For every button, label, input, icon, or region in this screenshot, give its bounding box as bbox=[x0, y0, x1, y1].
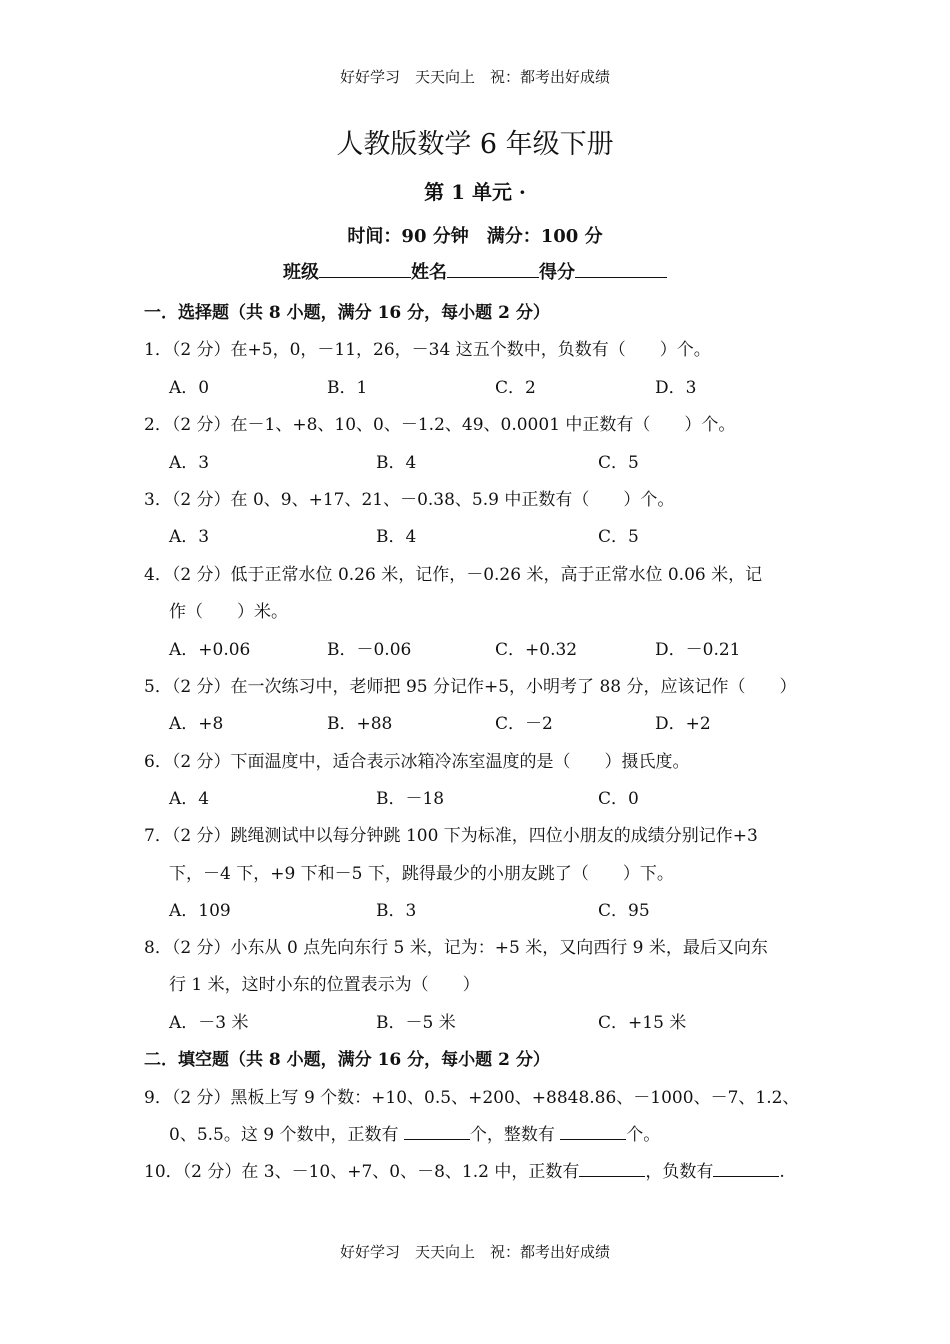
question-9: 9．（2 分）黑板上写 9 个数：+10、0.5、+200、+8848.86、－1000、－7、1.2、 bbox=[144, 1088, 800, 1108]
question-5: 5．（2 分）在一次练习中，老师把 95 分记作+5，小明考了 88 分，应该记作（ ） bbox=[144, 677, 797, 697]
time-score-line: 时间：90 分钟 满分：100 分 bbox=[347, 226, 603, 247]
q4-option-b: B．－0.06 bbox=[327, 640, 412, 660]
page-header: 好好学习 天天向上 祝：都考出好成绩 bbox=[339, 68, 610, 86]
question-10: 10．（2 分）在 3、－10、+7、0、－8、1.2 中，正数有 ，负数有 . bbox=[144, 1162, 785, 1182]
class-blank bbox=[319, 259, 411, 278]
question-9-continued: 0、5.5。这 9 个数中，正数有 个，整数有 个。 bbox=[169, 1125, 661, 1145]
q6-option-b: B．－18 bbox=[376, 789, 445, 809]
q1-option-d: D．3 bbox=[655, 378, 697, 398]
question-8: 8．（2 分）小东从 0 点先向东行 5 米，记为：+5 米，又向西行 9 米，最后又向东 bbox=[144, 938, 768, 958]
q7-option-c: C．95 bbox=[598, 901, 650, 921]
question-2: 2．（2 分）在－1、+8、10、0、－1.2、49、0.0001 中正数有（ ）个。 bbox=[144, 415, 736, 435]
q2-option-b: B．4 bbox=[376, 453, 417, 473]
q4-option-a: A．+0.06 bbox=[169, 640, 251, 660]
q7-option-b: B．3 bbox=[376, 901, 417, 921]
name-label: 姓名 bbox=[411, 262, 447, 283]
q1-option-c: C．2 bbox=[495, 378, 536, 398]
q8-option-a: A．－3 米 bbox=[169, 1013, 249, 1033]
q7-option-a: A．109 bbox=[169, 901, 231, 921]
q3-option-a: A．3 bbox=[169, 527, 210, 547]
question-1: 1．（2 分）在+5，0，－11，26，－34 这五个数中，负数有（ ）个。 bbox=[144, 340, 711, 360]
class-label: 班级 bbox=[283, 262, 319, 283]
section-heading-choice: 一．选择题（共 8 小题，满分 16 分，每小题 2 分） bbox=[144, 303, 550, 323]
unit-heading: 第 1 单元 · bbox=[424, 180, 526, 204]
section-heading-fill: 二．填空题（共 8 小题，满分 16 分，每小题 2 分） bbox=[144, 1050, 550, 1070]
document-title: 人教版数学 6 年级下册 bbox=[336, 129, 614, 160]
q1-option-b: B．1 bbox=[327, 378, 368, 398]
score-blank bbox=[575, 259, 667, 278]
q2-option-c: C．5 bbox=[598, 453, 639, 473]
question-7-continued: 下，－4 下，+9 下和－5 下，跳得最少的小朋友跳了（ ）下。 bbox=[169, 864, 674, 884]
q10-blank-negative bbox=[713, 1162, 779, 1177]
q5-option-b: B．+88 bbox=[327, 714, 393, 734]
q3-option-b: B．4 bbox=[376, 527, 417, 547]
q5-option-d: D．+2 bbox=[655, 714, 711, 734]
q3-option-c: C．5 bbox=[598, 527, 639, 547]
q5-option-c: C．－2 bbox=[495, 714, 553, 734]
question-4-continued: 作（ ）米。 bbox=[169, 602, 288, 622]
q10-blank-positive bbox=[579, 1162, 645, 1177]
q8-option-c: C．+15 米 bbox=[598, 1013, 687, 1033]
question-3: 3．（2 分）在 0、9、+17、21、－0.38、5.9 中正数有（ ）个。 bbox=[144, 490, 675, 510]
question-7: 7．（2 分）跳绳测试中以每分钟跳 100 下为标准，四位小朋友的成绩分别记作+3 bbox=[144, 826, 758, 846]
q5-option-a: A．+8 bbox=[169, 714, 224, 734]
name-blank bbox=[447, 259, 539, 278]
page-footer: 好好学习 天天向上 祝：都考出好成绩 bbox=[339, 1243, 610, 1261]
q4-option-c: C．+0.32 bbox=[495, 640, 578, 660]
student-info-line bbox=[0, 258, 950, 284]
q2-option-a: A．3 bbox=[169, 453, 210, 473]
score-label: 得分 bbox=[539, 262, 575, 283]
q1-option-a: A．0 bbox=[169, 378, 210, 398]
question-4: 4．（2 分）低于正常水位 0.26 米，记作，－0.26 米，高于正常水位 0.06 米，记 bbox=[144, 565, 763, 585]
q9-blank-positive bbox=[404, 1125, 470, 1140]
q8-option-b: B．－5 米 bbox=[376, 1013, 456, 1033]
q9-blank-integer bbox=[560, 1125, 626, 1140]
question-6: 6．（2 分）下面温度中，适合表示冰箱冷冻室温度的是（ ）摄氏度。 bbox=[144, 752, 690, 772]
q4-option-d: D．－0.21 bbox=[655, 640, 741, 660]
q6-option-c: C．0 bbox=[598, 789, 639, 809]
question-8-continued: 行 1 米，这时小东的位置表示为（ ） bbox=[169, 975, 480, 995]
q6-option-a: A．4 bbox=[169, 789, 210, 809]
